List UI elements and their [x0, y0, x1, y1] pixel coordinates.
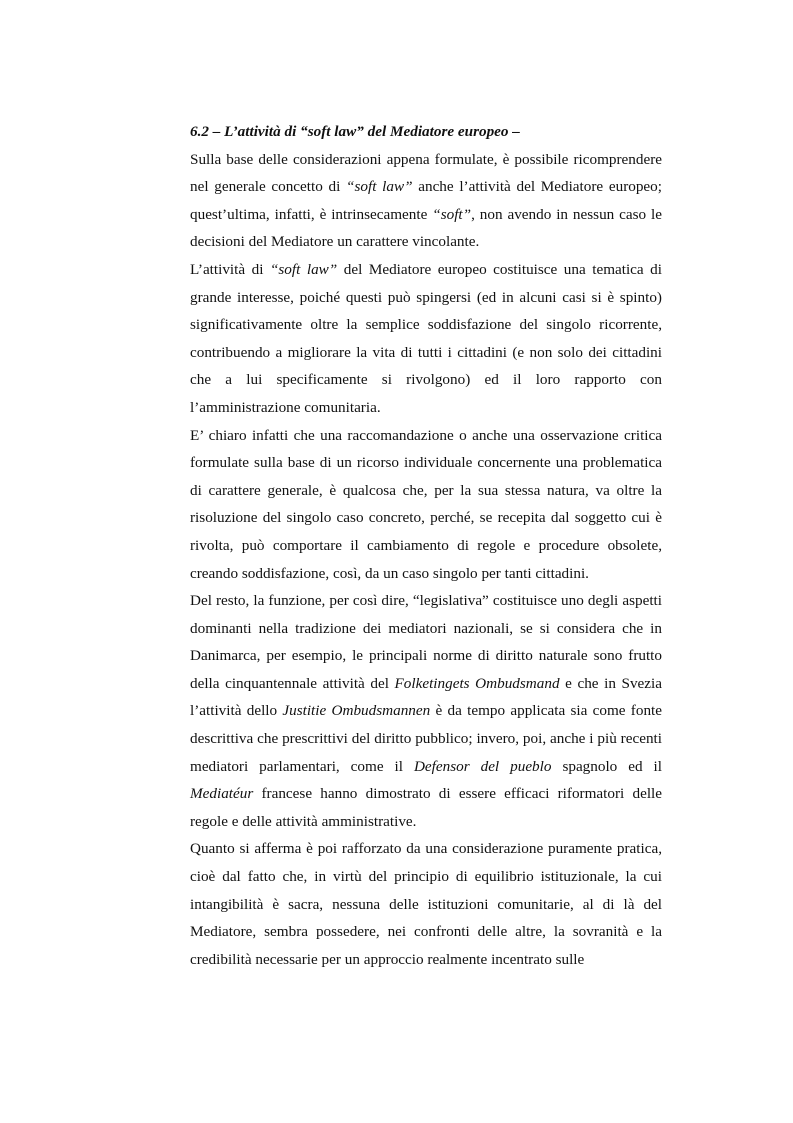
section-title-post: del Mediatore europeo –: [363, 123, 520, 140]
paragraph-1-text-3: , non avendo in nessun caso le decisioni del Mediatore un carattere vincolante.: [190, 205, 662, 251]
paragraph-4-text-1: Del resto, la funzione, per così dire, “legislativa” costituisce uno degli aspetti dominanti nella tradizione dei mediatori nazionali, se si considera che in Danimarca, per esempio, le principali norme di diritto naturale sono frutto della cinquantennale attività del: [190, 592, 662, 692]
section-title-pre: L’attività di: [224, 123, 301, 140]
section-title-term: “soft law”: [300, 123, 364, 140]
paragraph-1-italic-1: “soft law”: [346, 178, 413, 196]
paragraph-1-text-1: Sulla base delle considerazioni appena formulate, è possibile ricomprendere nel generale concetto di: [190, 150, 662, 196]
section-heading: [190, 118, 662, 146]
paragraph-2-text-1: L’attività di: [190, 260, 270, 278]
paragraph-4-italic-3: Defensor del pueblo: [413, 757, 552, 775]
paragraph-4-italic-2: Justitie Ombudsmannen: [282, 702, 431, 720]
paragraph-4-italic-4: Mediatéur: [190, 785, 254, 803]
paragraph-1: [190, 146, 662, 256]
paragraph-5-text-1: Quanto si afferma è poi rafforzato da una considerazione puramente pratica, cioè dal fatto che, in virtù del principio di equilibrio istituzionale, la cui intangibilità è sacra, nessuna delle istituzioni comunitarie, al di là del Mediatore, sembra possedere, nei confronti delle altre, la sovranità e la credibilità necessarie per un approccio realmente incentrato sulle: [190, 840, 662, 968]
paragraph-5: [190, 835, 662, 973]
paragraph-4-text-4: spagnolo ed il: [551, 757, 662, 775]
paragraph-1-italic-2: “soft”: [432, 205, 472, 223]
paragraph-3: [190, 422, 662, 588]
body-text: [190, 118, 662, 973]
paragraph-2: [190, 256, 662, 422]
paragraph-4-text-5: francese hanno dimostrato di essere efficaci riformatori delle regole e delle attività amministrative.: [190, 785, 662, 830]
section-number: 6.2 –: [190, 123, 225, 140]
paragraph-4-text-2: e che in Svezia l’attività dello: [190, 674, 662, 720]
paragraph-2-text-2: del Mediatore europeo costituisce una tematica di grande interesse, poiché questi può spingersi (ed in alcuni casi si è spinto) significativamente oltre la semplice soddisfazione del singolo ricorrente, contribuendo a migliorare la vita di tutti i cittadini (e non solo dei cittadini che a lui specificamente si rivolgono) ed il loro rapporto con l’amministrazione comunitaria.: [190, 260, 662, 416]
paragraph-4-text-3: è da tempo applicata sia come fonte descrittiva che prescrittivi del diritto pubblico; invero, poi, anche i più recenti mediatori parlamentari, come il: [190, 702, 662, 775]
paragraph-1-text-2: anche l’attività del Mediatore europeo; quest’ultima, infatti, è intrinsecamente: [190, 178, 662, 223]
paragraph-3-text-1: E’ chiaro infatti che una raccomandazione o anche una osservazione critica formulate sulla base di un ricorso individuale concernente una problematica di carattere generale, è qualcosa che, per la sua stessa natura, va oltre la risoluzione del singolo caso concreto, perché, se recepita dal soggetto cui è rivolta, può comportare il cambiamento di regole e procedure obsolete, creando soddisfazione, così, da un caso singolo per tanti cittadini.: [190, 426, 662, 582]
paragraph-4: [190, 587, 662, 835]
paragraph-2-italic-1: “soft law”: [269, 260, 338, 278]
paragraph-4-italic-1: Folketingets Ombudsmand: [394, 674, 560, 692]
